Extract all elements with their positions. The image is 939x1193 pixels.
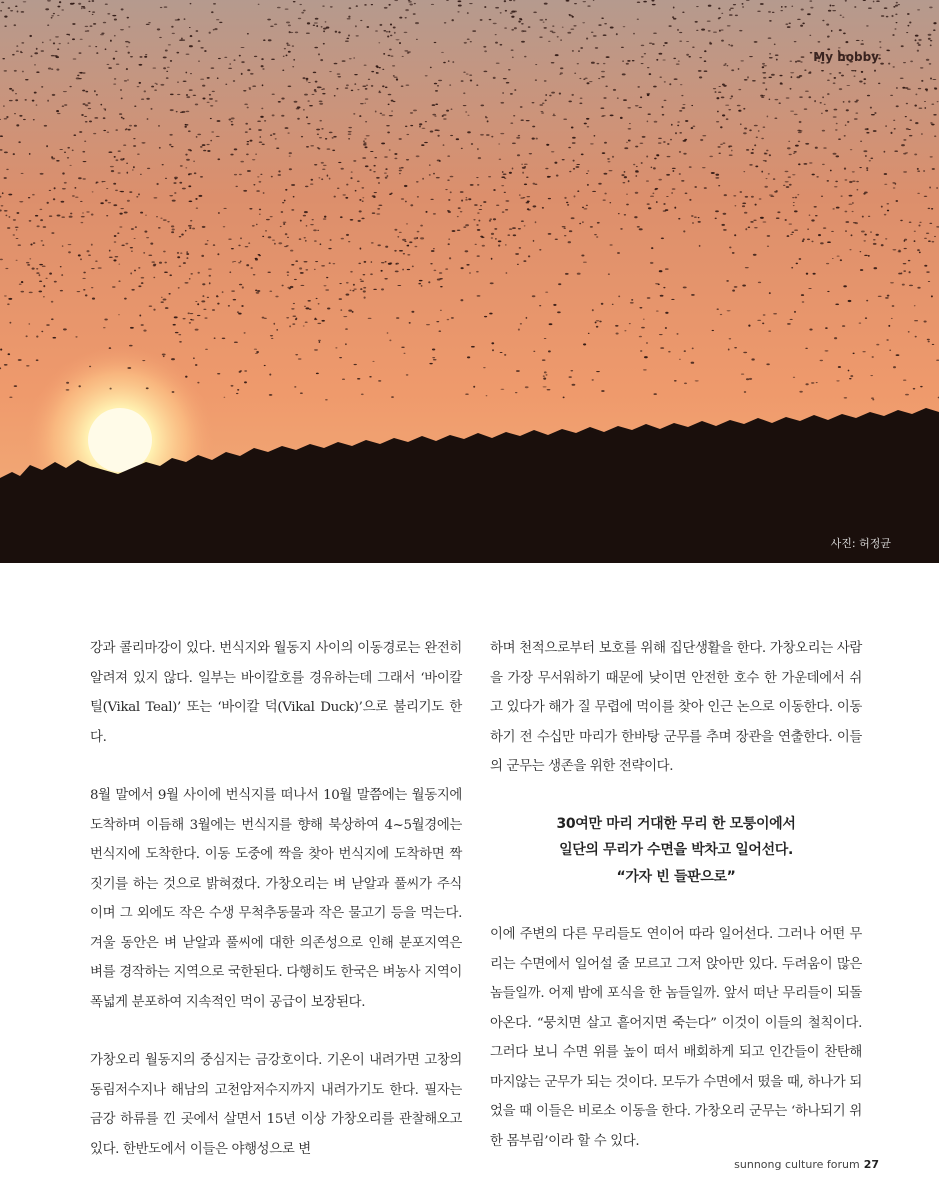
pull-quote-line: 30여만 마리 거대한 무리 한 모퉁이에서: [556, 815, 796, 832]
paragraph: 가창오리 월동지의 중심지는 금강호이다. 기온이 내려가면 고창의 동림저수지나 해남의 고천암저수지까지 내려가기도 한다. 필자는 금강 하류를 낀 곳에서 살면서 15년 이상 가창오리를 관찰해오고 있다. 한반도에서 이들은 야행성으로 변: [90, 1053, 462, 1157]
sun: [88, 408, 152, 472]
page-number: 27: [863, 1158, 879, 1171]
right-column: [490, 634, 862, 1185]
pull-quote: [490, 811, 862, 891]
page-footer: [734, 1158, 879, 1171]
pull-quote-line: 일단의 무리가 수면을 박차고 일어선다.: [559, 842, 793, 858]
publication-name: sunnong culture forum: [734, 1158, 860, 1171]
starling-flock-sunset-photo: [0, 0, 939, 563]
left-column: [90, 634, 462, 1193]
section-tag: My hobby: [813, 50, 879, 64]
paragraph: 이에 주변의 다른 무리들도 연이어 따라 일어선다. 그러나 어떤 무리는 수면에서 일어설 줄 모르고 그저 앉아만 있다. 두려움이 많은 놈들일까. 어제 밤에 포식을 한 놈들일까. 앞서 떠난 무리들이 되돌아온다. “뭉치면 살고 흩어지면 죽는다” 이것이 이들의 철칙이다. 그러다 보니 수면 위를 높이 떠서 배회하게 되고 인간들이 찬탄해 마지않는 군무가 되는 것이다. 모두가 수면에서 떴을 때, 하나가 되었을 때 이들은 비로소 이동을 한다. 가창오리 군무는 ‘하나되기 위한 몸부림’이라 할 수 있다.: [490, 927, 862, 1149]
sunset-scene: [0, 0, 939, 563]
photo-credit: 사진: 허정균: [830, 537, 891, 550]
pull-quote-line: “가자 빈 들판으로”: [616, 868, 736, 885]
paragraph: 강과 콜리마강이 있다. 번식지와 월동지 사이의 이동경로는 완전히 알려져 있지 않다. 일부는 바이칼호를 경유하는데 그래서 ‘바이칼 틸(Vikal Teal)’ 또는 ‘바이칼 덕(Vikal Duck)’으로 불리기도 한다.: [90, 641, 462, 745]
paragraph: 8월 말에서 9월 사이에 번식지를 떠나서 10월 말쯤에는 월동지에 도착하며 이듬해 3월에는 번식지를 향해 북상하여 4~5월경에는 번식지에 도착한다. 이동 도중에 짝을 찾아 번식지에 도착하면 짝짓기를 하는 것으로 밝혀졌다. 가창오리는 벼 낟알과 풀씨가 주식이며 그 외에도 작은 수생 무척추동물과 작은 물고기 등을 먹는다. 겨울 동안은 벼 낟알과 풀씨에 대한 의존성으로 인해 분포지역은 벼를 경작하는 지역으로 국한된다. 다행히도 한국은 벼농사 지역이 폭넓게 분포하여 지속적인 먹이 공급이 보장된다.: [90, 788, 462, 1010]
paragraph: 하며 천적으로부터 보호를 위해 집단생활을 한다. 가창오리는 사람을 가장 무서워하기 때문에 낮이면 안전한 호수 한 가운데에서 쉬고 있다가 해가 질 무렵에 먹이를 찾아 인근 논으로 이동한다. 이동하기 전 수십만 마리가 한바탕 군무를 추며 장관을 연출한다. 이들의 군무는 생존을 위한 전략이다.: [490, 641, 862, 774]
